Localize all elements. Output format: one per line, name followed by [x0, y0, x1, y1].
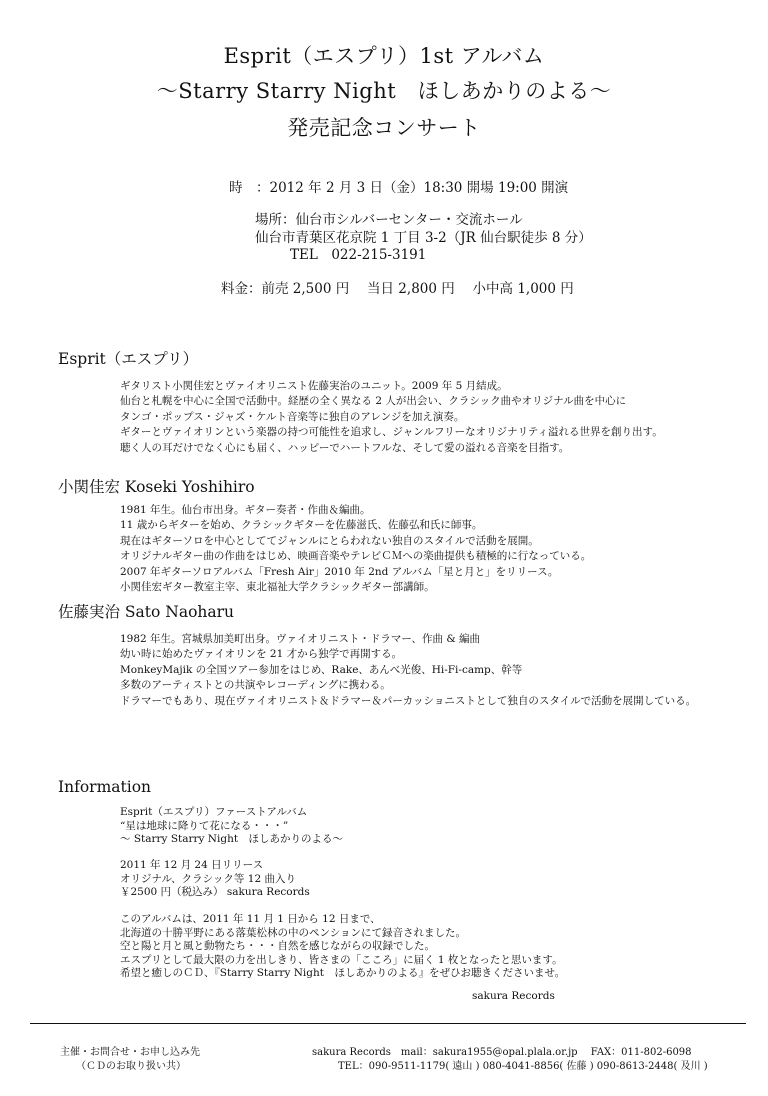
album-info-line: “星は地球に降りて花になる・・・” [120, 819, 289, 832]
footer-contact-line-1: sakura Records mail：sakura1955@opal.plala.or.jp FAX：011-802-6098 [312, 1047, 692, 1058]
koseki-line: オリジナルギター曲の作曲をはじめ、映画音楽やテレビＣＭへの楽曲提供も積極的に行なっている。 [120, 550, 592, 563]
album-message-line: エスプリとして最大限の力を出しきり、皆さまの「こころ」に届く 1 枚となったと思います。 [120, 953, 563, 966]
koseki-heading: 小関佳宏 Koseki Yoshihiro [58, 478, 255, 496]
footer-divider [30, 1023, 746, 1024]
title-line-3: 発売記念コンサート [287, 116, 481, 140]
sato-line: 幼い時に始めたヴァイオリンを 21 才から独学で再開する。 [120, 648, 403, 661]
footer-contact-line-2: TEL：090-9511-1179( 遠山 ) 080-4041-8856( 佐藤 ) 090-8613-2448( 及川 ) [338, 1061, 708, 1072]
album-message-line: 北海道の十勝平野にある落葉松林の中のペンションにて録音されました。 [120, 926, 467, 939]
release-info-line: 2011 年 12 月 24 日リリース [120, 859, 264, 871]
sato-line: 1982 年生。宮城県加美町出身。ヴァイオリニスト・ドラマー、作曲 & 編曲 [120, 633, 481, 645]
album-message-line: 空と陽と月と風と動物たち・・・自然を感じながらの収録でした。 [120, 940, 435, 953]
album-message [120, 913, 565, 981]
esprit-line: 聴く人の耳だけでなく心にも届く、ハッピーでハートフルな、そして愛の溢れる音楽を目指す。 [120, 441, 570, 454]
esprit-description [120, 379, 663, 456]
signature: sakura Records [472, 990, 555, 1002]
sato-line: ドラマーでもあり、現在ヴァイオリニスト＆ドラマー＆パーカッショニストとして独自のスタイルで活動を展開している。 [120, 694, 697, 707]
sato-heading: 佐藤実治 Sato Naoharu [58, 603, 235, 621]
event-venue: 場所：仙台市シルバーセンター・交流ホール [255, 212, 523, 228]
sato-line: MonkeyMajik の全国ツアー参加をはじめ、Rake、あんべ光俊、Hi-Fi-camp、幹等 [120, 663, 523, 676]
koseki-description [120, 503, 591, 595]
information-heading: Information [58, 778, 152, 796]
sato-description [120, 632, 696, 709]
footer-cd-note: （ＣＤのお取り扱い共） [76, 1061, 186, 1072]
event-fee: 料金：前売 2,500 円 当日 2,800 円 小中高 1,000 円 [221, 281, 574, 297]
footer-organizer-label: 主催・お問合せ・お申し込み先 [60, 1047, 200, 1058]
release-info [120, 859, 310, 900]
release-info-line: オリジナル、クラシック等 12 曲入り [120, 872, 296, 885]
esprit-line: ギタリスト小関佳宏とヴァイオリニスト佐藤実治のユニット。2009 年 5 月結成。 [120, 380, 508, 392]
album-info [120, 806, 343, 847]
album-message-line: このアルバムは、2011 年 11 月 1 日から 12 日まで、 [120, 913, 381, 925]
footer-contact [312, 1046, 708, 1074]
event-date: 時 ：2012 年 2 月 3 日（金）18:30 開場 19:00 開演 [229, 180, 569, 196]
koseki-line: 11 歳からギターを始め、クラシックギターを佐藤滋氏、佐藤弘和氏に師事。 [120, 519, 483, 532]
title-line-1: Esprit（エスプリ）1st アルバム [223, 44, 545, 68]
release-info-line: ￥2500 円（税込み） sakura Records [120, 886, 310, 899]
event-address: 仙台市青葉区花京院 1 丁目 3-2（JR 仙台駅徒歩 8 分） [255, 230, 592, 246]
event-tel: TEL 022-215-3191 [290, 247, 427, 263]
album-info-line: Esprit（エスプリ）ファーストアルバム [120, 806, 308, 818]
esprit-line: タンゴ・ポップス・ジャズ・ケルト音楽等に独自のアレンジを加え演奏。 [120, 410, 465, 423]
sato-line: 多数のアーティストとの共演やレコーディングに携わる。 [120, 679, 391, 692]
album-message-line: 希望と癒しのＣＤ、『Starry Starry Night ほしあかりのよる』をぜひお聴きくださいませ。 [120, 967, 566, 980]
esprit-heading: Esprit（エスプリ） [58, 350, 199, 368]
footer-organizer [60, 1046, 200, 1074]
koseki-line: 1981 年生。仙台市出身。ギター奏者・作曲＆編曲。 [120, 504, 371, 516]
title-line-2: ～Starry Starry Night ほしあかりのよる～ [156, 79, 612, 103]
esprit-line: ギターとヴァイオリンという楽器の持つ可能性を追求し、ジャンルフリーなオリジナリティ溢れる世界を創り出す。 [120, 426, 663, 439]
koseki-line: 2007 年ギターソロアルバム「Fresh Air」2010 年 2nd アルバム「星と月と」をリリース。 [120, 565, 559, 578]
esprit-line: 仙台と札幌を中心に全国で活動中。経歴の全く異なる 2 人が出会い、クラシック曲やオリジナル曲を中心に [120, 395, 627, 408]
album-info-line: ～ Starry Starry Night ほしあかりのよる～ [120, 833, 344, 846]
koseki-line: 小関佳宏ギター教室主宰、東北福祉大学クラシックギター部講師。 [120, 581, 435, 594]
koseki-line: 現在はギターソロを中心としててジャンルにとらわれない独自のスタイルで活動を展開。 [120, 534, 539, 547]
